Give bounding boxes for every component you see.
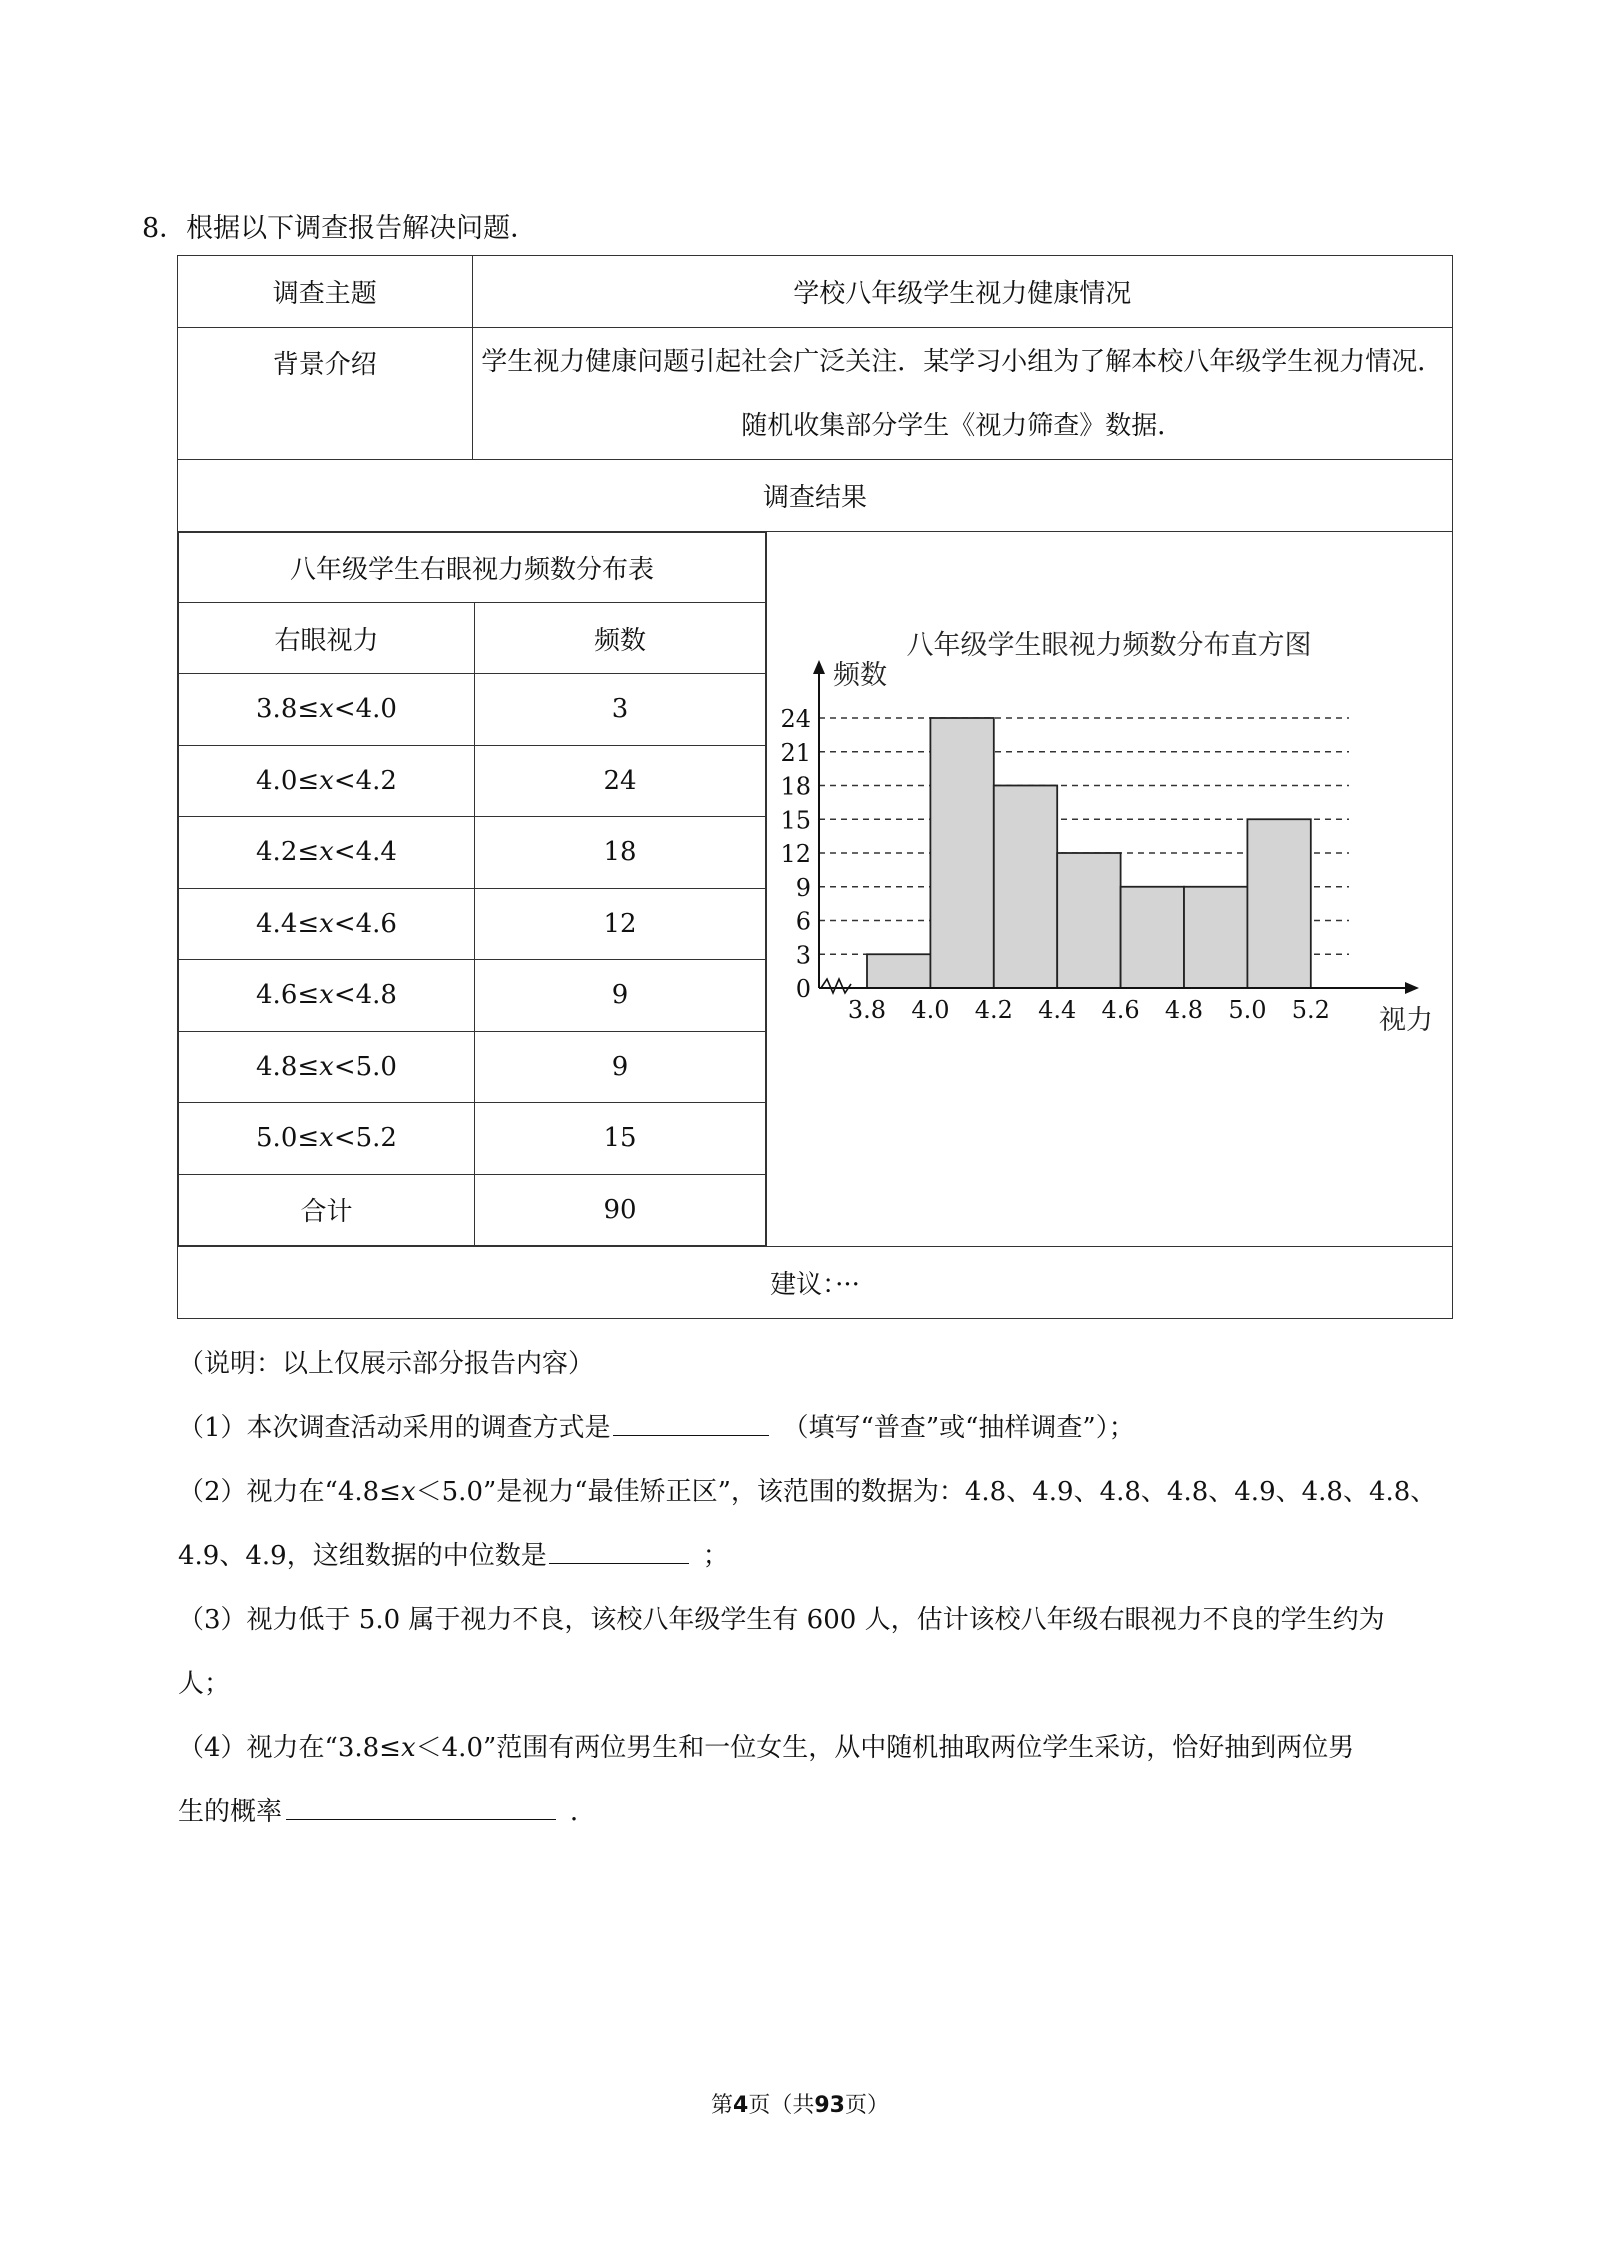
freq-count: 9 <box>475 1031 766 1103</box>
freq-count: 12 <box>475 888 766 960</box>
freq-total-label: 合计 <box>179 1174 475 1245</box>
table-row <box>179 1031 766 1103</box>
histogram-bar <box>1184 887 1247 988</box>
background-label: 背景介绍 <box>178 328 473 460</box>
chart-title: 八年级学生眼视力频数分布直方图 <box>906 630 1312 661</box>
y-tick-label: 9 <box>795 873 811 902</box>
y-axis-arrow <box>813 660 825 674</box>
results-label: 调查结果 <box>178 460 1453 532</box>
freq-header-count: 频数 <box>475 603 766 674</box>
y-tick-label: 12 <box>780 840 811 868</box>
table-row <box>179 674 766 746</box>
page-footer: 第4页（共93页） <box>711 2093 889 2118</box>
freq-interval: 4.2≤x<4.4 <box>179 817 475 889</box>
histogram-bar <box>930 718 993 988</box>
suggestion: 建议：··· <box>178 1246 1453 1318</box>
histogram-bar <box>867 954 930 988</box>
freq-total-value: 90 <box>475 1174 766 1245</box>
freq-interval: 4.8≤x<5.0 <box>179 1031 475 1103</box>
x-tick-label: 4.4 <box>1038 996 1077 1024</box>
topic-value: 学校八年级学生视力健康情况 <box>472 256 1452 328</box>
freq-interval: 4.6≤x<4.8 <box>179 960 475 1032</box>
y-axis-label: 频数 <box>832 660 887 691</box>
topic-label: 调查主题 <box>178 256 473 328</box>
question-1: （1）本次调查活动采用的调查方式是 （填写“普查”或“抽样调查”）； <box>178 1396 1458 1460</box>
freq-interval: 4.0≤x<4.2 <box>179 745 475 817</box>
histogram-bar <box>1057 853 1120 988</box>
note-explanation: （说明：以上仅展示部分报告内容） <box>178 1349 595 1379</box>
x-tick-label: 5.2 <box>1291 996 1330 1024</box>
table-row <box>179 817 766 889</box>
histogram-bar <box>1121 887 1184 988</box>
x-tick-label: 4.2 <box>974 996 1013 1024</box>
table-row <box>179 745 766 817</box>
freq-count: 24 <box>475 745 766 817</box>
y-tick-label: 24 <box>780 705 811 733</box>
x-tick-label: 4.8 <box>1164 996 1204 1024</box>
y-tick-label: 6 <box>795 907 811 936</box>
freq-count: 15 <box>475 1103 766 1175</box>
question-title: 8．根据以下调查报告解决问题． <box>142 213 538 244</box>
answer-blank-1[interactable] <box>613 1407 769 1436</box>
answer-blank-4[interactable] <box>286 1791 556 1820</box>
question-2-line-1: （2）视力在“4.8≤x＜5.0”是视力“最佳矫正区”，该范围的数据为：4.8、4.9、4.8、4.8、4.9、4.8、4.8、 <box>178 1477 1437 1507</box>
freq-count: 9 <box>475 960 766 1032</box>
x-tick-label: 4.6 <box>1101 996 1140 1024</box>
histogram-bar <box>994 786 1057 989</box>
question-notes <box>178 1332 1458 1844</box>
freq-interval: 3.8≤x<4.0 <box>179 674 475 746</box>
question-4-line-2: 生的概率 ． <box>178 1780 1458 1844</box>
y-tick-label: 0 <box>795 975 811 1003</box>
freq-header-vision: 右眼视力 <box>179 603 475 674</box>
table-row <box>179 888 766 960</box>
table-row <box>179 960 766 1032</box>
x-tick-label: 4.0 <box>911 996 950 1024</box>
report-table <box>177 255 1453 1319</box>
table-row <box>179 1103 766 1175</box>
y-tick-label: 18 <box>780 772 811 801</box>
y-tick-label: 21 <box>780 738 811 767</box>
x-tick-label: 3.8 <box>847 996 887 1024</box>
freq-table-title: 八年级学生右眼视力频数分布表 <box>179 533 766 603</box>
axis-break <box>821 979 851 993</box>
question-3-line-1: （3）视力低于 5.0 属于视力不良，该校八年级学生有 600 人，估计该校八年级右眼视力不良的学生约为 <box>178 1605 1385 1635</box>
frequency-table <box>178 532 766 1246</box>
freq-interval: 4.4≤x<4.6 <box>179 888 475 960</box>
freq-interval: 5.0≤x<5.2 <box>179 1103 475 1175</box>
histogram-chart <box>767 532 1451 1036</box>
background-value: 学生视力健康问题引起社会广泛关注．某学习小组为了解本校八年级学生视力情况．随机收集部分学生《视力筛查》数据． <box>472 328 1452 460</box>
question-3-line-2: 人； <box>178 1669 231 1699</box>
freq-count: 18 <box>475 817 766 889</box>
histogram-cell <box>766 532 1452 1247</box>
y-tick-label: 3 <box>795 941 811 970</box>
x-axis-arrow <box>1405 982 1419 994</box>
question-4-line-1: （4）视力在“3.8≤x＜4.0”范围有两位男生和一位女生，从中随机抽取两位学生采访，恰好抽到两位男 <box>178 1733 1355 1763</box>
freq-count: 3 <box>475 674 766 746</box>
x-axis-label: 视力 <box>1378 1005 1433 1036</box>
freq-table-cell <box>178 532 767 1247</box>
question-2-line-2: 4.9、4.9，这组数据的中位数是 ； <box>178 1524 1458 1588</box>
y-tick-label: 15 <box>780 806 811 835</box>
histogram-bar <box>1247 819 1310 988</box>
answer-blank-2[interactable] <box>549 1535 689 1564</box>
x-tick-label: 5.0 <box>1228 996 1267 1024</box>
